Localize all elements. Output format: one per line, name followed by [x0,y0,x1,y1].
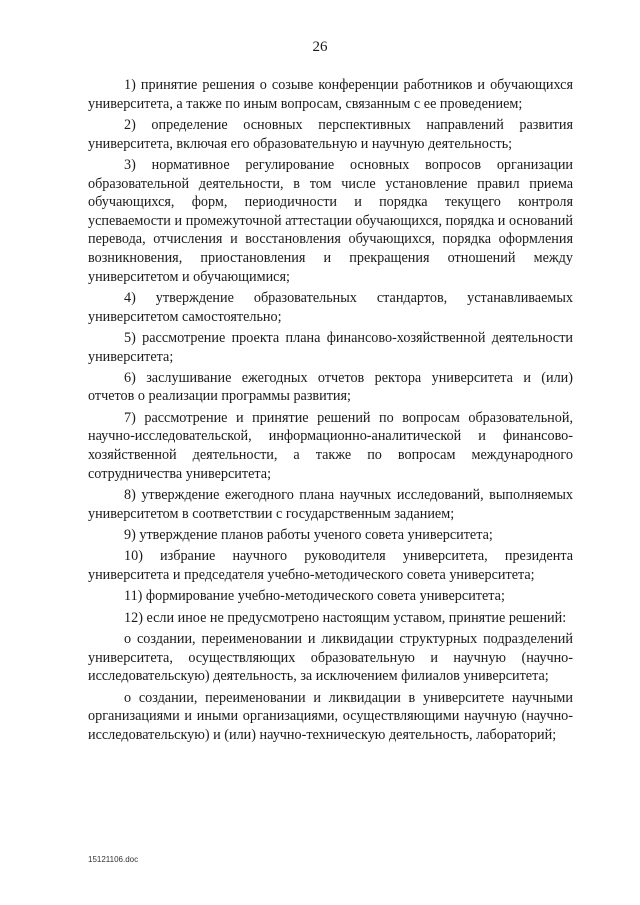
list-item-2: 2) определение основных перспективных направлений развития университета, включая его образовательную и научную деятельность; [88,116,573,152]
file-name-footer: 15121106.doc [88,855,139,864]
list-item-12: 12) если иное не предусмотрено настоящим уставом, принятие решений: [124,609,567,626]
list-item-9: 9) утверждение планов работы ученого совета университета; [124,527,493,544]
list-item-7: 7) рассмотрение и принятие решений по вопросам образовательной, научно-исследовательской, информационно-аналитической и финансово-хозяйственной деятельности, а также по вопросам международного сотрудничества университета; [88,409,573,482]
list-item-5: 5) рассмотрение проекта плана финансово-хозяйственной деятельности университета; [88,329,573,365]
list-item-11: 11) формирование учебно-методического совета университета; [124,588,505,605]
list-item-8: 8) утверждение ежегодного плана научных исследований, выполняемых университетом в соответствии с государственным заданием; [88,487,573,522]
list-item-4: 4) утверждение образовательных стандартов, устанавливаемых университетом самостоятельно; [88,289,573,325]
list-item-1: 1) принятие решения о созыве конференции работников и обучающихся университета, а также по иным вопросам, связанным с ее проведением; [88,77,573,112]
list-item-6: 6) заслушивание ежегодных отчетов ректора университета и (или) отчетов о реализации программы развития; [88,369,573,405]
list-item-3: 3) нормативное регулирование основных вопросов организации образовательной деятельности, в том числе установление правил приема обучающихся, форм, периодичности и порядка текущего контроля успеваемости и промежуточной аттестации обучающихся, порядка и оснований перевода, отчисления и восстановления обучающихся, порядка оформления возникновения, приостановления и прекращения отношений между университетом и обучающимися; [88,156,573,285]
list-item-10: 10) избрание научного руководителя университета, президента университета и председателя учебно-методического совета университета; [88,548,573,584]
page-number: 26 [312,39,328,55]
sub-item-laboratories: о создании, переименовании и ликвидации в университете научными организациями и иными организациями, осуществляющими научную (научно-исследовательскую) и (или) научно-техническую деятельность, лабораторий; [88,689,573,743]
document-body [88,76,573,747]
sub-item-structural-units: о создании, переименовании и ликвидации структурных подразделений университета, осуществляющих образовательную и научную (научно-исследовательскую) деятельность, за исключением филиалов университета; [88,631,573,685]
